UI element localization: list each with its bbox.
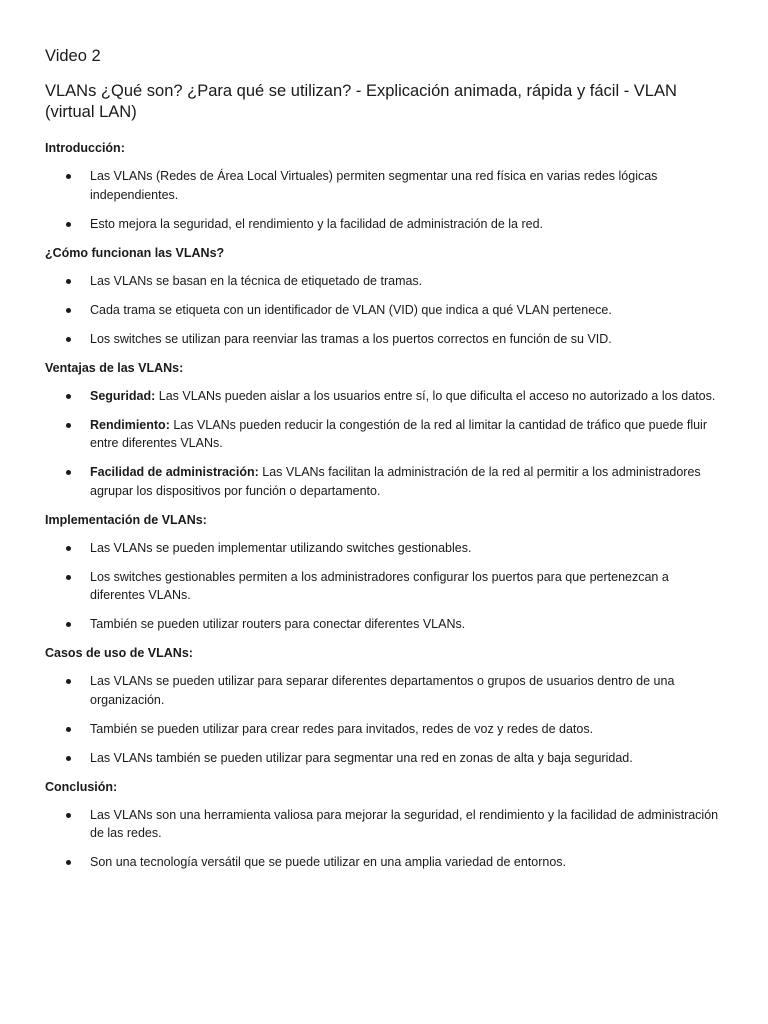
section-heading: Ventajas de las VLANs: <box>45 360 184 375</box>
item-lead-term: Facilidad de administración: <box>90 465 259 479</box>
item-text: Las VLANs (Redes de Área Local Virtuales) permiten segmentar una red física en varias redes lógicas independientes. <box>90 169 658 202</box>
item-text: Cada trama se etiqueta con un identificador de VLAN (VID) que indica a qué VLAN pertenece. <box>90 302 612 317</box>
section-heading: Implementación de VLANs: <box>45 512 207 527</box>
bullet-icon <box>66 174 71 179</box>
item-text: Las VLANs pueden aislar a los usuarios entre sí, lo que dificulta el acceso no autorizado a los datos. <box>158 388 716 403</box>
bullet-icon <box>66 423 71 428</box>
bullet-list <box>45 167 725 233</box>
bullet-icon <box>66 622 71 627</box>
bullet-icon <box>66 470 71 475</box>
section-heading: Conclusión: <box>45 779 118 794</box>
list-item <box>45 215 725 234</box>
item-text: Los switches se utilizan para reenviar las tramas a los puertos correctos en función de su VID. <box>90 331 612 346</box>
list-item <box>45 463 725 500</box>
item-text: Las VLANs se basan en la técnica de etiquetado de tramas. <box>90 273 423 288</box>
list-item <box>45 749 725 768</box>
list-item <box>45 167 725 204</box>
item-text: Los switches gestionables permiten a los administradores configurar los puertos para que pertenezcan a diferentes VLANs. <box>90 569 669 602</box>
bullet-icon <box>66 279 71 284</box>
item-text: También se pueden utilizar para crear redes para invitados, redes de voz y redes de datos. <box>90 721 594 736</box>
list-item <box>45 301 725 320</box>
list-item <box>45 853 725 872</box>
list-item <box>45 272 725 291</box>
bullet-icon <box>66 860 71 865</box>
item-text: Esto mejora la seguridad, el rendimiento y la facilidad de administración de la red. <box>90 216 544 231</box>
document-body <box>45 139 725 882</box>
item-text: Son una tecnología versátil que se puede utilizar en una amplia variedad de entornos. <box>90 855 567 869</box>
bullet-icon <box>66 679 71 684</box>
list-item <box>45 806 725 843</box>
list-item <box>45 568 725 605</box>
bullet-list <box>45 387 725 501</box>
bullet-list <box>45 272 725 349</box>
list-item <box>45 416 725 453</box>
bullet-icon <box>66 337 71 342</box>
list-item <box>45 720 725 739</box>
item-text: Las VLANs se pueden utilizar para separar diferentes departamentos o grupos de usuarios dentro de una organización. <box>90 674 675 707</box>
list-item <box>45 672 725 709</box>
list-item <box>45 615 725 634</box>
list-item <box>45 330 725 349</box>
bullet-list <box>45 672 725 767</box>
section-heading: Introducción: <box>45 141 125 155</box>
item-lead-term: Rendimiento: <box>90 417 170 432</box>
bullet-icon <box>66 813 71 818</box>
bullet-icon <box>66 308 71 313</box>
section-heading: Casos de uso de VLANs: <box>45 646 193 660</box>
document-subtitle: VLANs ¿Qué son? ¿Para qué se utilizan? - Explicación animada, rápida y fácil - VLAN (virtual LAN) <box>45 82 677 121</box>
bullet-icon <box>66 756 71 761</box>
item-text: Las VLANs son una herramienta valiosa para mejorar la seguridad, el rendimiento y la facilidad de administración de las redes. <box>90 807 719 840</box>
bullet-list <box>45 539 725 634</box>
item-text: Las VLANs se pueden implementar utilizando switches gestionables. <box>90 540 472 555</box>
item-lead-term: Seguridad: <box>90 388 156 403</box>
bullet-icon <box>66 394 71 399</box>
item-text: Las VLANs también se pueden utilizar para segmentar una red en zonas de alta y baja seguridad. <box>90 750 633 765</box>
bullet-icon <box>66 546 71 551</box>
bullet-icon <box>66 575 71 580</box>
list-item <box>45 387 725 406</box>
bullet-icon <box>66 727 71 732</box>
section-heading: ¿Cómo funcionan las VLANs? <box>45 245 225 260</box>
bullet-list <box>45 806 725 872</box>
document-title: Video 2 <box>45 47 101 65</box>
item-text: Las VLANs pueden reducir la congestión de la red al limitar la cantidad de tráfico que puede fluir entre diferentes VLANs. <box>90 417 707 450</box>
item-text: Las VLANs facilitan la administración de la red al permitir a los administradores agrupar los dispositivos por función o departamento. <box>90 465 701 498</box>
list-item <box>45 539 725 558</box>
item-text: También se pueden utilizar routers para conectar diferentes VLANs. <box>90 617 466 631</box>
bullet-icon <box>66 222 71 227</box>
